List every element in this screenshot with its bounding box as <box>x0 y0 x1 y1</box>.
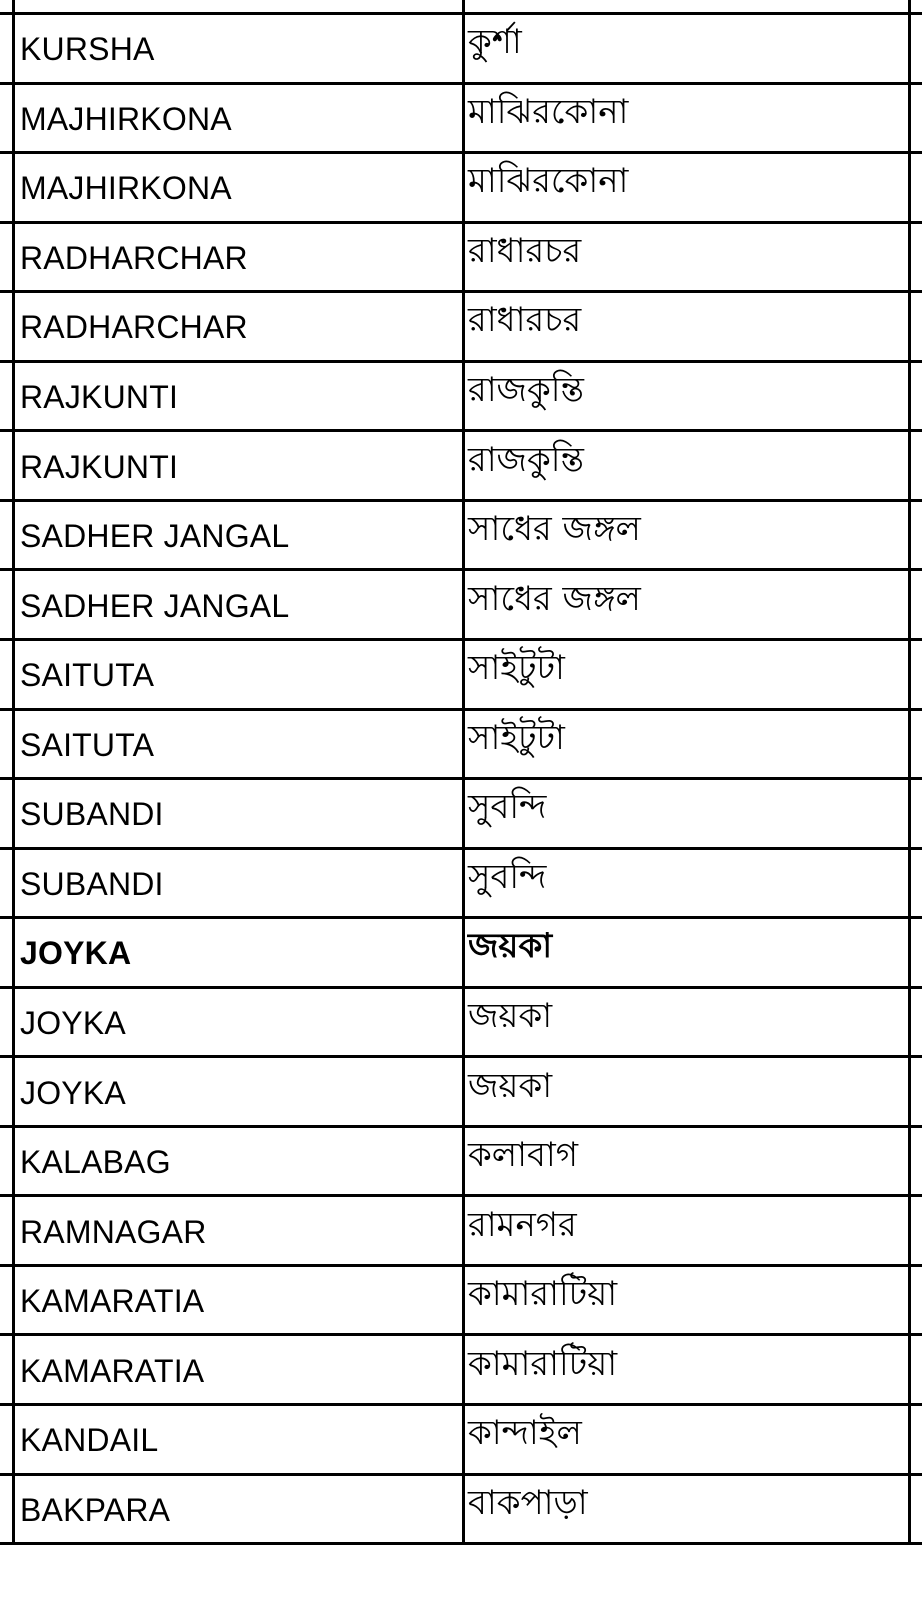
bengali-name-cell: সাইটুটা <box>468 648 565 689</box>
table-row <box>0 1406 922 1476</box>
row-divider <box>0 1542 922 1545</box>
row-divider <box>0 1333 922 1336</box>
table-row <box>0 711 922 781</box>
table-row <box>0 85 922 155</box>
row-divider <box>0 916 922 919</box>
english-name-cell: JOYKA <box>20 1074 126 1111</box>
english-name-cell: SADHER JANGAL <box>20 587 290 624</box>
english-name-cell: JOYKA <box>20 935 132 972</box>
bengali-name-cell: কামারাটিয়া <box>468 1343 618 1384</box>
bengali-name-cell: সাইটুটা <box>468 717 565 758</box>
english-name-cell: SADHER JANGAL <box>20 518 290 555</box>
english-name-cell: RAJKUNTI <box>20 448 179 485</box>
bengali-name-cell: কুর্শা <box>468 22 522 63</box>
table-row <box>0 1058 922 1128</box>
english-name-cell: JOYKA <box>20 1004 126 1041</box>
row-divider <box>0 221 922 224</box>
row-divider <box>0 151 922 154</box>
table-row <box>0 641 922 711</box>
row-divider <box>0 1264 922 1267</box>
bengali-name-cell: রাধারচর <box>468 300 582 341</box>
row-divider <box>0 777 922 780</box>
row-divider <box>0 1473 922 1476</box>
bengali-name-cell: সাধের জঙ্গল <box>468 578 641 619</box>
english-name-cell: RAJKUNTI <box>20 379 179 415</box>
english-name-cell: SAITUTA <box>20 726 155 763</box>
row-divider <box>0 82 922 85</box>
row-divider <box>0 1403 922 1406</box>
english-name-cell: RAMNAGAR <box>20 1213 207 1250</box>
table-row <box>0 571 922 641</box>
bengali-name-cell: রাধারচর <box>468 230 582 271</box>
bengali-name-cell: কান্দাইল <box>468 1413 582 1454</box>
bengali-name-cell: রামনগর <box>468 1204 577 1245</box>
english-name-cell: SUBANDI <box>20 796 164 833</box>
row-divider <box>0 568 922 571</box>
english-name-cell: BAKPARA <box>20 1491 171 1528</box>
bengali-name-cell: কলাবাগ <box>468 1135 579 1176</box>
english-name-cell: KANDAIL <box>20 1422 159 1459</box>
english-name-cell: KALABAG <box>20 1144 171 1181</box>
english-name-cell: RADHARCHAR <box>20 239 248 276</box>
table-row <box>0 1336 922 1406</box>
table-row <box>0 293 922 363</box>
bengali-name-cell: রাজকুন্তি <box>468 439 584 480</box>
row-divider <box>0 1125 922 1128</box>
table-row <box>0 224 922 294</box>
bengali-name-cell: বাকপাড়া <box>468 1482 588 1523</box>
english-name-cell: KURSHA <box>20 31 155 68</box>
table-row <box>0 989 922 1059</box>
row-divider <box>0 986 922 989</box>
row-divider <box>0 1194 922 1197</box>
row-divider <box>0 429 922 432</box>
table-row <box>0 363 922 433</box>
table-row <box>0 1476 922 1546</box>
english-name-cell: MAJHIRKONA <box>20 170 232 207</box>
english-name-cell: SUBANDI <box>20 865 164 902</box>
bengali-name-cell: সুবন্দি <box>468 856 547 897</box>
bengali-name-cell: জয়কা <box>468 926 553 967</box>
table-row <box>0 502 922 572</box>
bengali-name-cell: মাঝিরকোনা <box>468 161 629 202</box>
english-name-cell: SAITUTA <box>20 657 155 694</box>
bengali-name-cell: জয়কা <box>468 995 553 1036</box>
table-row <box>0 1267 922 1337</box>
row-divider <box>0 708 922 711</box>
row-divider <box>0 360 922 363</box>
table-row <box>0 1197 922 1267</box>
row-divider <box>0 12 922 15</box>
row-divider <box>0 290 922 293</box>
table-row <box>0 919 922 989</box>
bengali-name-cell: রাজকুন্তি <box>468 370 584 410</box>
table-row <box>0 154 922 224</box>
table-row <box>0 780 922 850</box>
row-divider <box>0 499 922 502</box>
english-name-cell: KAMARATIA <box>20 1283 205 1320</box>
bengali-name-cell: সাধের জঙ্গল <box>468 509 641 550</box>
bengali-name-cell: কামারাটিয়া <box>468 1274 618 1315</box>
bengali-name-cell: সুবন্দি <box>468 787 547 828</box>
english-name-cell: KAMARATIA <box>20 1352 205 1389</box>
row-divider <box>0 1055 922 1058</box>
row-divider <box>0 638 922 641</box>
bengali-name-cell: মাঝিরকোনা <box>468 91 629 132</box>
table-row <box>0 1128 922 1198</box>
english-name-cell: MAJHIRKONA <box>20 100 232 137</box>
table-row <box>0 15 922 85</box>
row-divider <box>0 847 922 850</box>
english-name-cell: RADHARCHAR <box>20 309 248 346</box>
bengali-name-cell: জয়কা <box>468 1065 553 1106</box>
table-row <box>0 850 922 920</box>
table-row <box>0 432 922 502</box>
